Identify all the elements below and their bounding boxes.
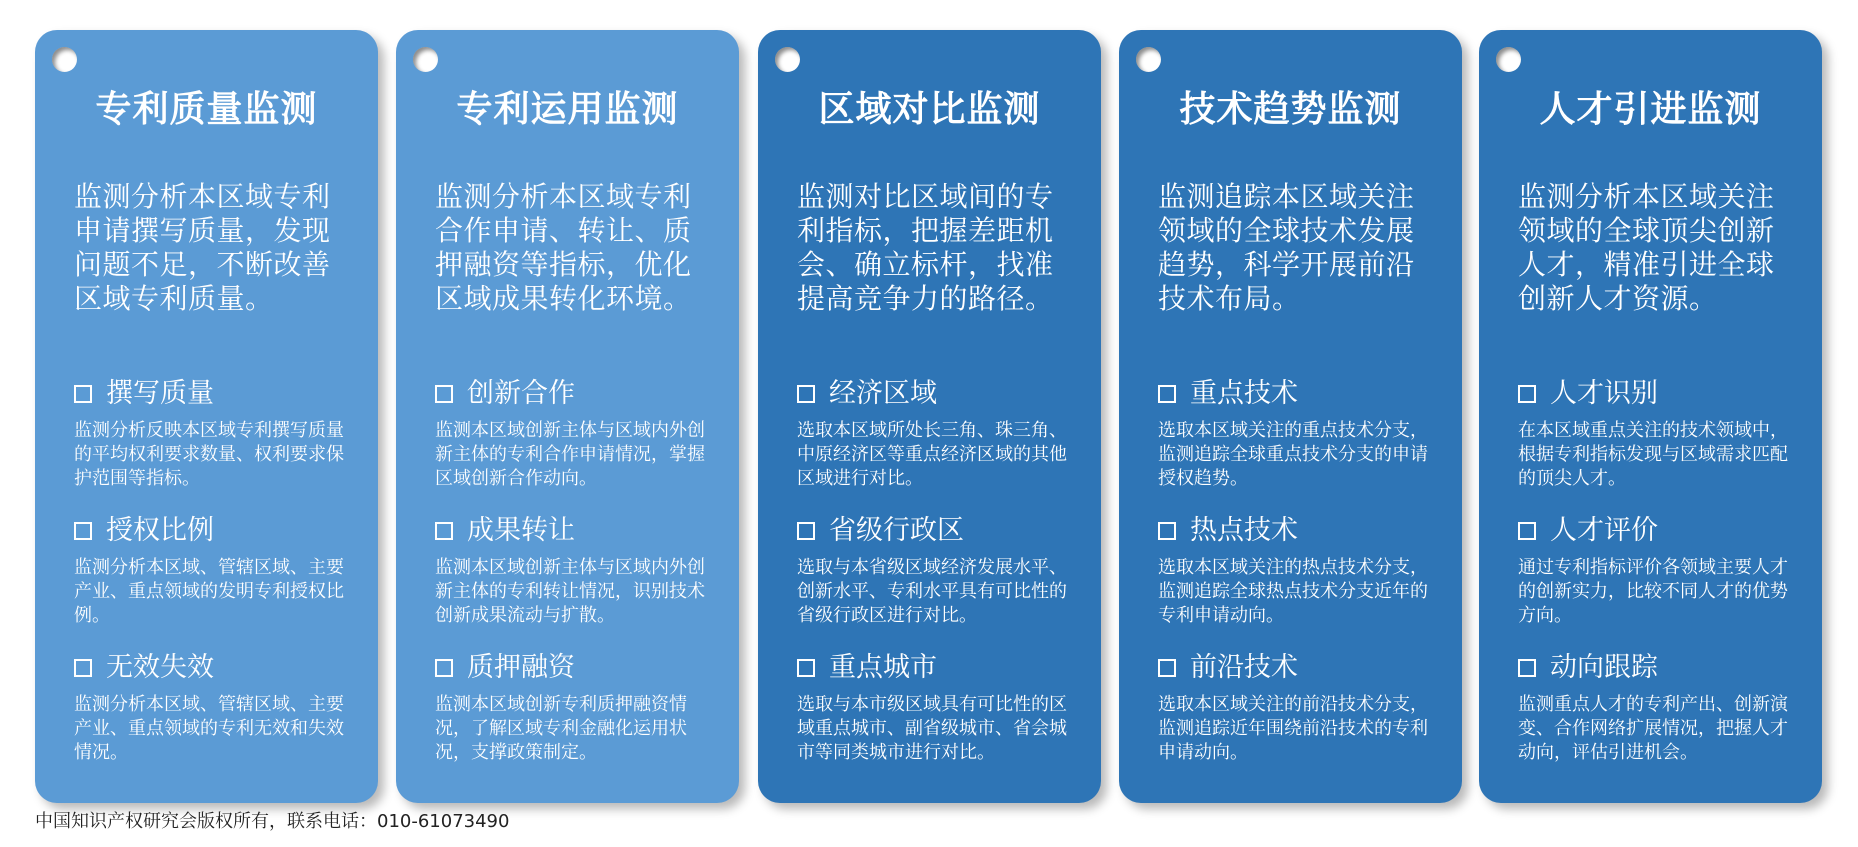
item-title: 省级行政区	[829, 515, 964, 546]
checkbox-icon	[1158, 385, 1176, 403]
card-item	[435, 377, 727, 491]
item-description: 选取与本市级区域具有可比性的区域重点城市、副省级城市、省会城市等同类城市进行对比。	[797, 694, 1067, 763]
item-description: 选取本区域关注的热点技术分支，监测追踪全球热点技术分支近年的专利申请动向。	[1158, 557, 1428, 626]
item-description: 选取本区域关注的前沿技术分支，监测追踪近年围绕前沿技术的专利申请动向。	[1158, 694, 1428, 763]
item-description: 监测本区域创新主体与区域内外创新主体的专利合作申请情况，掌握区域创新合作动向。	[435, 420, 705, 489]
card-technology-trend	[1119, 30, 1462, 803]
checkbox-icon	[1518, 385, 1536, 403]
card-punch-hole	[1496, 47, 1521, 72]
item-title: 重点技术	[1190, 378, 1298, 409]
card-item	[1518, 514, 1810, 628]
item-title: 前沿技术	[1190, 652, 1298, 683]
card-item	[797, 377, 1089, 491]
item-title: 经济区域	[829, 378, 937, 409]
card-description: 监测分析本区域专利合作申请、转让、质押融资等指标，优化区域成果转化环境。	[435, 180, 692, 315]
card-description: 监测分析本区域关注领域的全球顶尖创新人才，精准引进全球创新人才资源。	[1518, 180, 1775, 315]
item-title: 授权比例	[106, 515, 214, 546]
card-item	[74, 514, 366, 628]
card-description: 监测对比区域间的专利指标，把握差距机会、确立标杆，找准提高竞争力的路径。	[797, 180, 1054, 315]
card-punch-hole	[1136, 47, 1161, 72]
item-title: 成果转让	[467, 515, 575, 546]
card-item	[435, 651, 727, 765]
card-title: 人才引进监测	[1539, 89, 1762, 130]
item-title: 热点技术	[1190, 515, 1298, 546]
card-punch-hole	[775, 47, 800, 72]
item-description: 选取与本省级区域经济发展水平、创新水平、专利水平具有可比性的省级行政区进行对比。	[797, 557, 1067, 626]
card-item	[797, 514, 1089, 628]
checkbox-icon	[797, 522, 815, 540]
card-item	[1518, 377, 1810, 491]
item-description: 监测分析反映本区域专利撰写质量的平均权利要求数量、权利要求保护范围等指标。	[74, 420, 344, 489]
card-item	[1158, 651, 1450, 765]
card-item	[1518, 651, 1810, 765]
checkbox-icon	[1518, 659, 1536, 677]
checkbox-icon	[797, 385, 815, 403]
item-description: 监测分析本区域、管辖区域、主要产业、重点领域的专利无效和失效情况。	[74, 694, 344, 763]
card-title: 区域对比监测	[818, 89, 1041, 130]
card-item	[1158, 377, 1450, 491]
card-regional-comparison	[758, 30, 1101, 803]
checkbox-icon	[435, 522, 453, 540]
item-description: 监测本区域创新专利质押融资情况，了解区域专利金融化运用状况，支撑政策制定。	[435, 694, 687, 763]
checkbox-icon	[74, 659, 92, 677]
card-item	[74, 651, 366, 765]
card-item	[797, 651, 1089, 765]
card-patent-application	[396, 30, 739, 803]
card-title: 专利运用监测	[456, 89, 679, 130]
item-description: 监测分析本区域、管辖区域、主要产业、重点领域的发明专利授权比例。	[74, 557, 344, 626]
checkbox-icon	[797, 659, 815, 677]
card-item	[1158, 514, 1450, 628]
checkbox-icon	[74, 385, 92, 403]
item-title: 人才识别	[1550, 378, 1658, 409]
checkbox-icon	[1158, 659, 1176, 677]
item-description: 选取本区域所处长三角、珠三角、中原经济区等重点经济区域的其他区域进行对比。	[797, 420, 1067, 489]
item-description: 通过专利指标评价各领域主要人才的创新实力，比较不同人才的优势方向。	[1518, 557, 1788, 626]
item-title: 创新合作	[467, 378, 575, 409]
card-punch-hole	[52, 47, 77, 72]
card-description: 监测分析本区域专利申请撰写质量，发现问题不足，不断改善区域专利质量。	[74, 180, 331, 315]
item-title: 重点城市	[829, 652, 937, 683]
checkbox-icon	[74, 522, 92, 540]
item-description: 监测重点人才的专利产出、创新演变、合作网络扩展情况，把握人才动向，评估引进机会。	[1518, 694, 1788, 763]
item-title: 动向跟踪	[1550, 652, 1658, 683]
item-description: 在本区域重点关注的技术领域中，根据专利指标发现与区域需求匹配的顶尖人才。	[1518, 420, 1788, 489]
item-title: 人才评价	[1550, 515, 1658, 546]
checkbox-icon	[1518, 522, 1536, 540]
card-patent-quality	[35, 30, 378, 803]
item-description: 监测本区域创新主体与区域内外创新主体的专利转让情况，识别技术创新成果流动与扩散。	[435, 557, 705, 626]
card-description: 监测追踪本区域关注领域的全球技术发展趋势，科学开展前沿技术布局。	[1158, 180, 1415, 315]
card-title: 技术趋势监测	[1179, 89, 1402, 130]
checkbox-icon	[435, 659, 453, 677]
checkbox-icon	[1158, 522, 1176, 540]
card-item	[435, 514, 727, 628]
card-talent-introduction	[1479, 30, 1822, 803]
copyright-footer: 中国知识产权研究会版权所有，联系电话：010-61073490	[35, 811, 510, 832]
item-description: 选取本区域关注的重点技术分支，监测追踪全球重点技术分支的申请授权趋势。	[1158, 420, 1428, 489]
item-title: 质押融资	[467, 652, 575, 683]
card-item	[74, 377, 366, 491]
checkbox-icon	[435, 385, 453, 403]
item-title: 无效失效	[106, 652, 214, 683]
card-punch-hole	[413, 47, 438, 72]
card-title: 专利质量监测	[95, 89, 318, 130]
item-title: 撰写质量	[106, 378, 214, 409]
